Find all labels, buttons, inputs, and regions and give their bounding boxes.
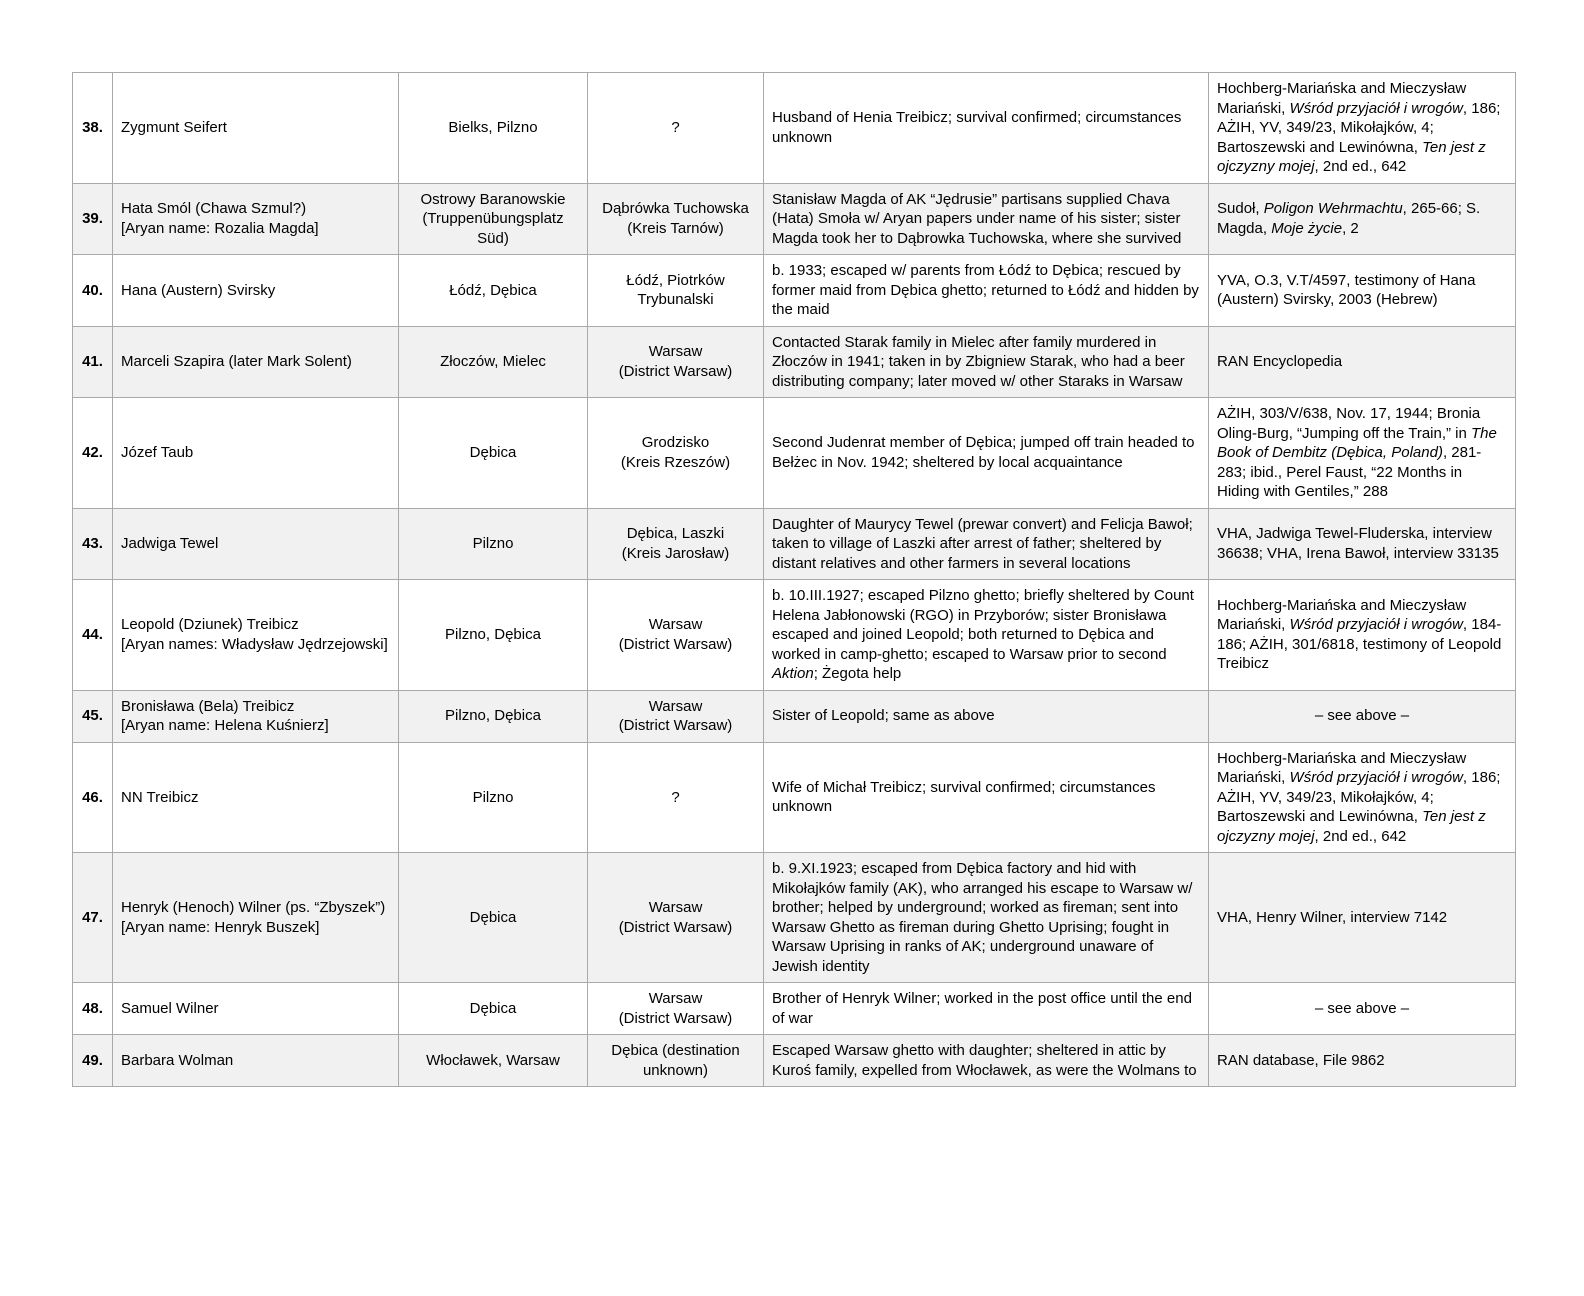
document-page (72, 72, 1515, 1087)
table-row (73, 580, 1516, 691)
origin-cell: Pilzno, Dębica (399, 690, 588, 742)
survivors-table-body (73, 73, 1516, 1087)
row-number-cell: 49. (73, 1035, 113, 1087)
table-row (73, 853, 1516, 983)
sources-cell: Hochberg-Mariańska and Mieczysław Mariański, Wśród przyjaciół i wrogów, 186; AŻIH, YV, 349/23, Mikołajków, 4; Bartoszewski and Lewinówna, Ten jest z ojczyzny mojej, 2nd ed., 642 (1209, 742, 1516, 853)
destination-cell: Warsaw (District Warsaw) (588, 690, 764, 742)
destination-cell: Warsaw (District Warsaw) (588, 580, 764, 691)
description-cell: Contacted Starak family in Mielec after family murdered in Złoczów in 1941; taken in by Zbigniew Starak, who had a beer distributing company; later moved w/ other Staraks in Warsaw (764, 326, 1209, 398)
name-cell: NN Treibicz (113, 742, 399, 853)
row-number-cell: 45. (73, 690, 113, 742)
destination-cell: Dębica (destination unknown) (588, 1035, 764, 1087)
table-row (73, 73, 1516, 184)
origin-cell: Złoczów, Mielec (399, 326, 588, 398)
sources-cell: Sudoł, Poligon Wehrmachtu, 265-66; S. Magda, Moje życie, 2 (1209, 183, 1516, 255)
name-cell: Barbara Wolman (113, 1035, 399, 1087)
origin-cell: Dębica (399, 853, 588, 983)
sources-cell: RAN database, File 9862 (1209, 1035, 1516, 1087)
description-cell: Daughter of Maurycy Tewel (prewar convert) and Felicja Bawoł; taken to village of Laszki after arrest of father; sheltered by distant relatives and other farmers in several locations (764, 508, 1209, 580)
description-cell: Husband of Henia Treibicz; survival confirmed; circumstances unknown (764, 73, 1209, 184)
row-number-cell: 48. (73, 983, 113, 1035)
row-number-cell: 46. (73, 742, 113, 853)
name-cell: Jadwiga Tewel (113, 508, 399, 580)
destination-cell: Dębica, Laszki (Kreis Jarosław) (588, 508, 764, 580)
origin-cell: Pilzno, Dębica (399, 580, 588, 691)
row-number-cell: 43. (73, 508, 113, 580)
origin-cell: Pilzno (399, 742, 588, 853)
sources-cell: AŻIH, 303/V/638, Nov. 17, 1944; Bronia Oling-Burg, “Jumping off the Train,” in The Book of Dembitz (Dębica, Poland), 281-283; ibid., Perel Faust, “22 Months in Hiding with Gentiles,” 288 (1209, 398, 1516, 509)
destination-cell: Dąbrówka Tuchowska (Kreis Tarnów) (588, 183, 764, 255)
destination-cell: Warsaw (District Warsaw) (588, 326, 764, 398)
origin-cell: Dębica (399, 398, 588, 509)
row-number-cell: 47. (73, 853, 113, 983)
row-number-cell: 41. (73, 326, 113, 398)
table-row (73, 255, 1516, 327)
destination-cell: ? (588, 73, 764, 184)
description-cell: b. 10.III.1927; escaped Pilzno ghetto; briefly sheltered by Count Helena Jabłonowski (RGO) in Przyborów; sister Bronisława escaped and joined Leopold; both returned to Dębica and worked in camp-ghetto; escaped to Warsaw prior to second Aktion; Żegota help (764, 580, 1209, 691)
origin-cell: Bielks, Pilzno (399, 73, 588, 184)
row-number-cell: 44. (73, 580, 113, 691)
sources-cell: VHA, Jadwiga Tewel-Fluderska, interview 36638; VHA, Irena Bawoł, interview 33135 (1209, 508, 1516, 580)
table-row (73, 508, 1516, 580)
sources-cell: VHA, Henry Wilner, interview 7142 (1209, 853, 1516, 983)
destination-cell: Łódź, Piotrków Trybunalski (588, 255, 764, 327)
name-cell: Hata Smól (Chawa Szmul?) [Aryan name: Rozalia Magda] (113, 183, 399, 255)
description-cell: b. 9.XI.1923; escaped from Dębica factory and hid with Mikołajków family (AK), who arranged his escape to Warsaw w/ brother; helped by underground; worked as fireman; sent into Warsaw Ghetto as fireman during Ghetto Uprising; fought in Warsaw Uprising in ranks of AK; underground unaware of Jewish identity (764, 853, 1209, 983)
table-row (73, 742, 1516, 853)
sources-cell: – see above – (1209, 983, 1516, 1035)
table-row (73, 1035, 1516, 1087)
destination-cell: ? (588, 742, 764, 853)
sources-cell: Hochberg-Mariańska and Mieczysław Mariański, Wśród przyjaciół i wrogów, 186; AŻIH, YV, 349/23, Mikołajków, 4; Bartoszewski and Lewinówna, Ten jest z ojczyzny mojej, 2nd ed., 642 (1209, 73, 1516, 184)
name-cell: Józef Taub (113, 398, 399, 509)
row-number-cell: 39. (73, 183, 113, 255)
sources-cell: Hochberg-Mariańska and Mieczysław Mariański, Wśród przyjaciół i wrogów, 184-186; AŻIH, 301/6818, testimony of Leopold Treibicz (1209, 580, 1516, 691)
name-cell: Leopold (Dziunek) Treibicz [Aryan names: Władysław Jędrzejowski] (113, 580, 399, 691)
survivors-table (72, 72, 1516, 1087)
destination-cell: Warsaw (District Warsaw) (588, 853, 764, 983)
name-cell: Marceli Szapira (later Mark Solent) (113, 326, 399, 398)
description-cell: b. 1933; escaped w/ parents from Łódź to Dębica; rescued by former maid from Dębica ghetto; returned to Łódź and hidden by the maid (764, 255, 1209, 327)
origin-cell: Pilzno (399, 508, 588, 580)
destination-cell: Warsaw (District Warsaw) (588, 983, 764, 1035)
name-cell: Samuel Wilner (113, 983, 399, 1035)
sources-cell: RAN Encyclopedia (1209, 326, 1516, 398)
table-row (73, 398, 1516, 509)
table-row (73, 326, 1516, 398)
origin-cell: Dębica (399, 983, 588, 1035)
description-cell: Wife of Michał Treibicz; survival confirmed; circumstances unknown (764, 742, 1209, 853)
description-cell: Stanisław Magda of AK “Jędrusie” partisans supplied Chava (Hata) Smoła w/ Aryan papers under name of his sister; sister Magda took her to Dąbrowka Tuchowska, where she survived (764, 183, 1209, 255)
name-cell: Zygmunt Seifert (113, 73, 399, 184)
row-number-cell: 38. (73, 73, 113, 184)
origin-cell: Ostrowy Baranowskie (Truppenübungsplatz Süd) (399, 183, 588, 255)
destination-cell: Grodzisko (Kreis Rzeszów) (588, 398, 764, 509)
table-row (73, 983, 1516, 1035)
name-cell: Henryk (Henoch) Wilner (ps. “Zbyszek”) [Aryan name: Henryk Buszek] (113, 853, 399, 983)
sources-cell: YVA, O.3, V.T/4597, testimony of Hana (Austern) Svirsky, 2003 (Hebrew) (1209, 255, 1516, 327)
origin-cell: Włocławek, Warsaw (399, 1035, 588, 1087)
table-row (73, 183, 1516, 255)
name-cell: Bronisława (Bela) Treibicz [Aryan name: Helena Kuśnierz] (113, 690, 399, 742)
row-number-cell: 40. (73, 255, 113, 327)
description-cell: Brother of Henryk Wilner; worked in the post office until the end of war (764, 983, 1209, 1035)
sources-cell: – see above – (1209, 690, 1516, 742)
name-cell: Hana (Austern) Svirsky (113, 255, 399, 327)
description-cell: Escaped Warsaw ghetto with daughter; sheltered in attic by Kuroś family, expelled from Włocławek, as were the Wolmans to (764, 1035, 1209, 1087)
table-row (73, 690, 1516, 742)
row-number-cell: 42. (73, 398, 113, 509)
description-cell: Second Judenrat member of Dębica; jumped off train headed to Bełżec in Nov. 1942; sheltered by local acquaintance (764, 398, 1209, 509)
origin-cell: Łódź, Dębica (399, 255, 588, 327)
description-cell: Sister of Leopold; same as above (764, 690, 1209, 742)
